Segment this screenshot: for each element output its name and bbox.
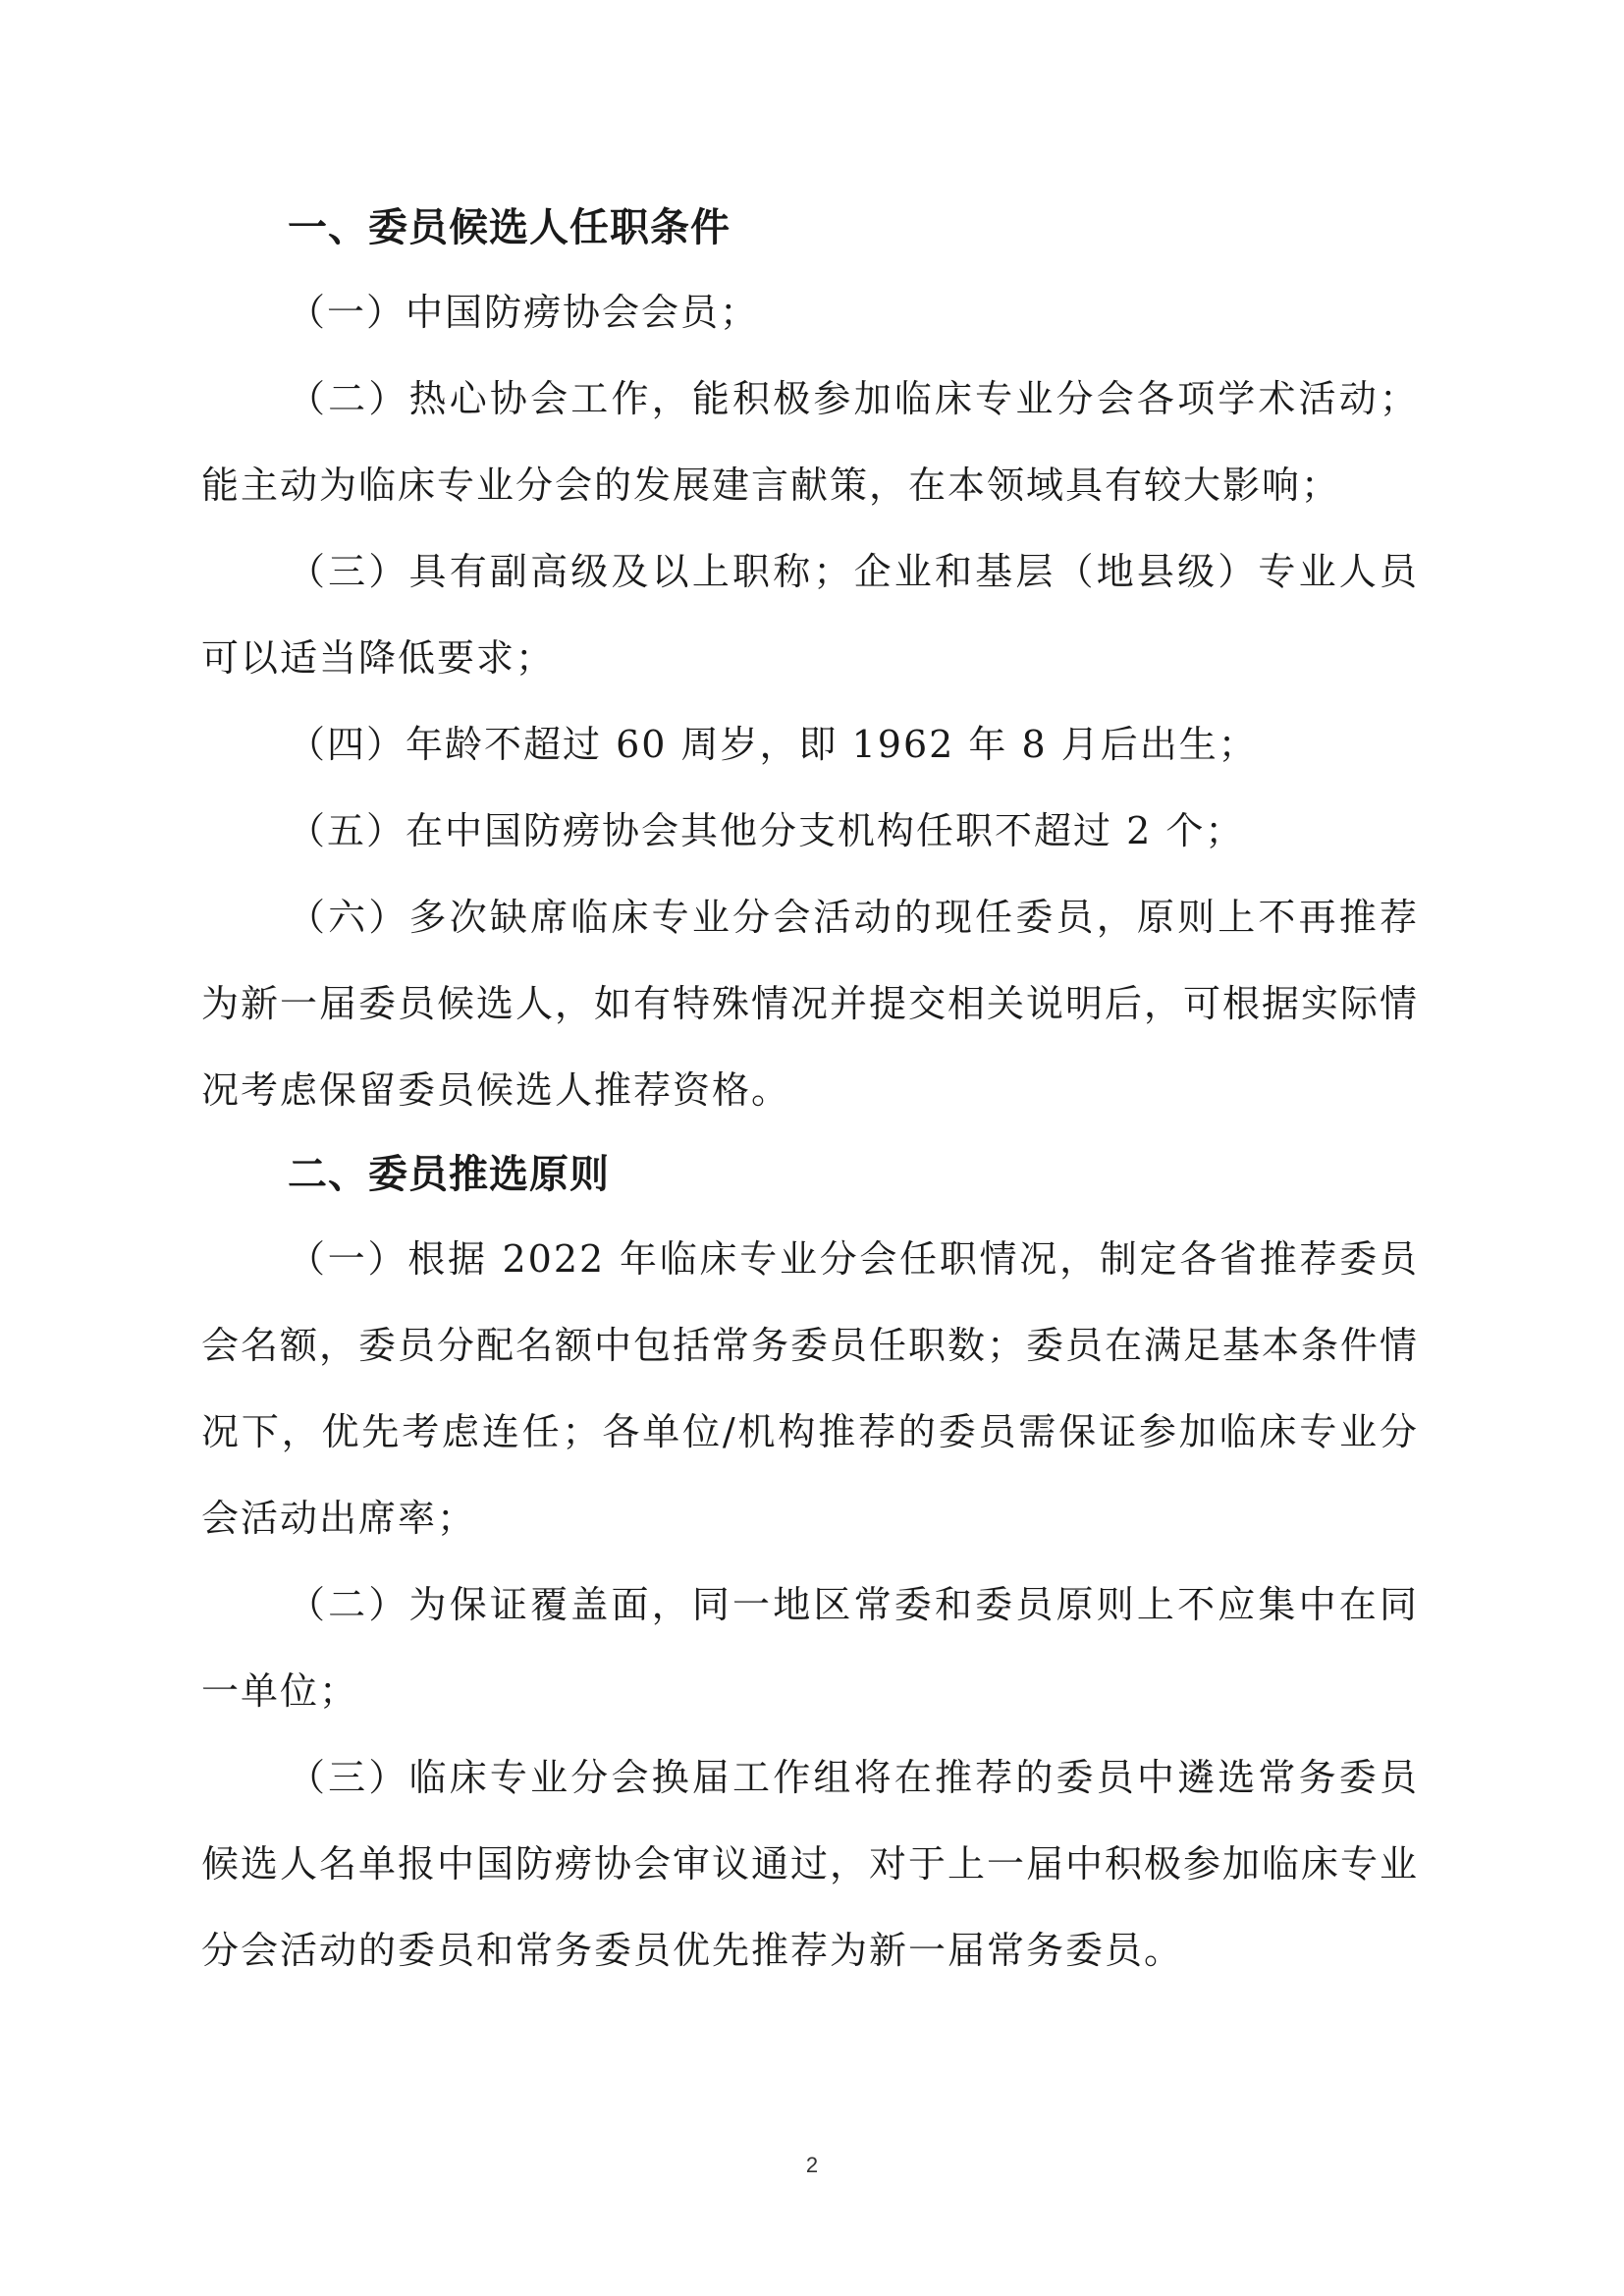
section-heading: 一、委员候选人任职条件 xyxy=(288,205,731,250)
list-item: （五）在中国防痨协会其他分支机构任职不超过 2 个； xyxy=(288,809,1245,852)
section-heading: 二、委员推选原则 xyxy=(288,1152,610,1197)
document-body xyxy=(201,187,1419,1994)
list-item: （四）年龄不超过 60 周岁，即 1962 年 8 月后出生； xyxy=(288,723,1258,766)
list-item: （一）中国防痨协会会员； xyxy=(288,291,760,334)
list-item: （一）根据 2022 年临床专业分会任职情况，制定各省推荐委员会名额，委员分配名额中包括常务委员任职数；委员在满足基本条件情况下，优先考虑连任；各单位/机构推荐的委员需保证参加临床专业分会活动出席率； xyxy=(201,1237,1420,1540)
list-item: （六）多次缺席临床专业分会活动的现任委员，原则上不再推荐为新一届委员候选人，如有特殊情况并提交相关说明后，可根据实际情况考虑保留委员候选人推荐资格。 xyxy=(201,896,1420,1112)
list-item: （二）热心协会工作，能积极参加临床专业分会各项学术活动；能主动为临床专业分会的发展建言献策，在本领域具有较大影响； xyxy=(201,377,1419,507)
list-item: （二）为保证覆盖面，同一地区常委和委员原则上不应集中在同一单位； xyxy=(201,1583,1419,1713)
list-item: （三）临床专业分会换届工作组将在推荐的委员中遴选常务委员候选人名单报中国防痨协会审议通过，对于上一届中积极参加临床专业分会活动的委员和常务委员优先推荐为新一届常务委员。 xyxy=(201,1756,1420,1972)
page-number: 2 xyxy=(805,2153,819,2177)
list-item: （三）具有副高级及以上职称；企业和基层（地县级）专业人员可以适当降低要求； xyxy=(201,550,1419,680)
